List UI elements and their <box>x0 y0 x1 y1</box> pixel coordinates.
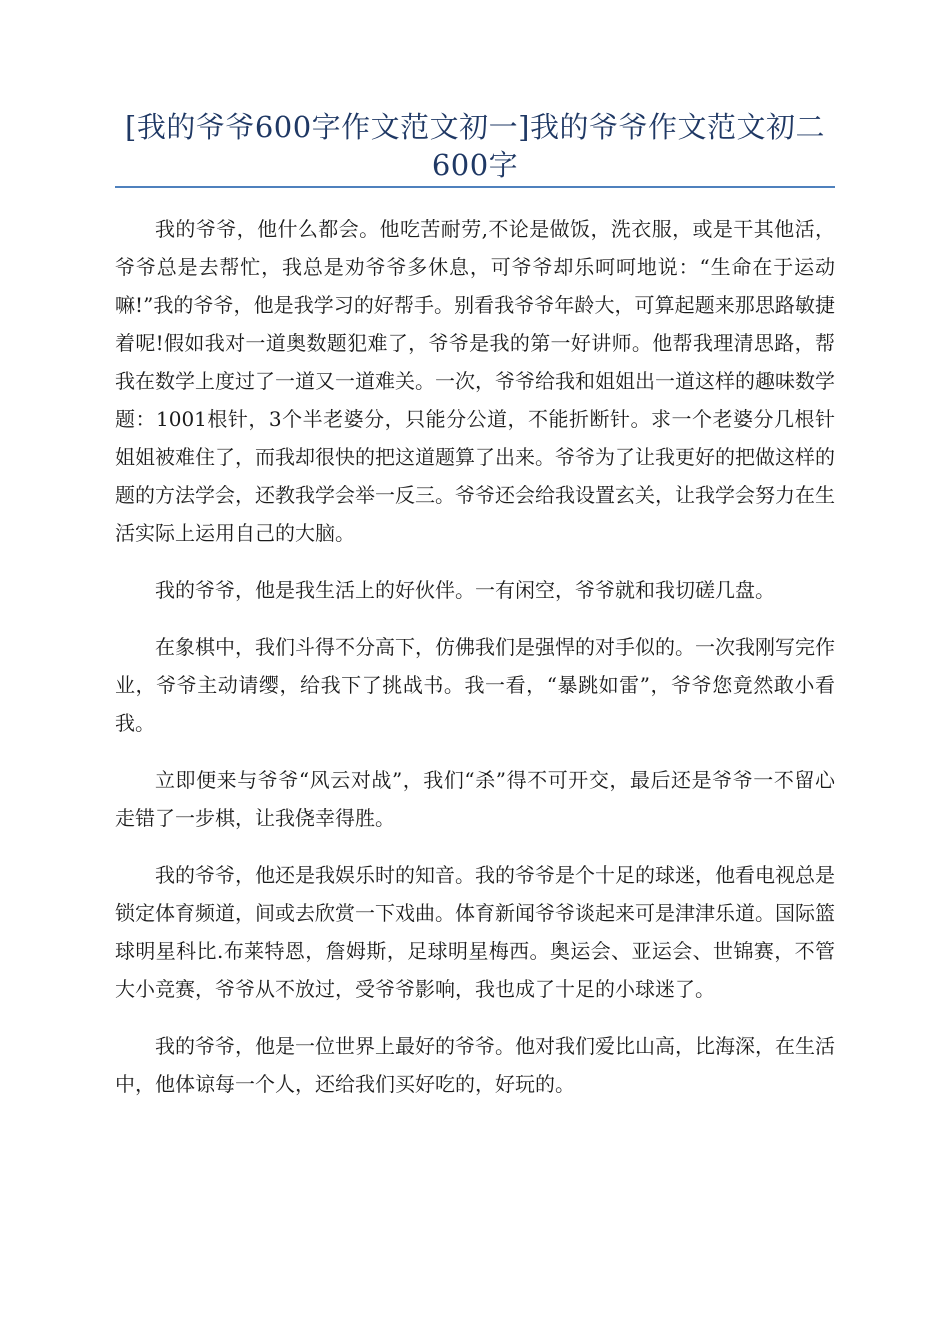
title-underline <box>115 186 835 188</box>
paragraph-2: 我的爷爷，他是我生活上的好伙伴。一有闲空，爷爷就和我切磋几盘。 <box>155 578 775 602</box>
paragraph-3: 在象棋中，我们斗得不分高下，仿佛我们是强悍的对手似的。一次我刚写完作业，爷爷主动请缨，给我下了挑战书。我一看，“暴跳如雷”，爷爷您竟然敢小看我。 <box>115 635 835 735</box>
paragraph-5: 我的爷爷，他还是我娱乐时的知音。我的爷爷是个十足的球迷，他看电视总是锁定体育频道，间或去欣赏一下戏曲。体育新闻爷爷谈起来可是津津乐道。国际篮球明星科比.布莱特恩，詹姆斯，足球明星梅西。奥运会、亚运会、世锦赛，不管大小竞赛，爷爷从不放过，受爷爷影响，我也成了十足的小球迷了。 <box>115 863 835 1001</box>
title-block <box>115 108 835 184</box>
document-title: [我的爷爷600字作文范文初一]我的爷爷作文范文初二600字 <box>125 110 825 182</box>
document-body <box>115 210 835 1122</box>
paragraph-4: 立即便来与爷爷“风云对战”，我们“杀”得不可开交，最后还是爷爷一不留心走错了一步棋，让我侥幸得胜。 <box>115 768 835 830</box>
paragraph-1: 我的爷爷，他什么都会。他吃苦耐劳,不论是做饭，洗衣服，或是干其他活，爷爷总是去帮忙，我总是劝爷爷多休息，可爷爷却乐呵呵地说：“生命在于运动嘛!”我的爷爷，他是我学习的好帮手。别看我爷爷年龄大，可算起题来那思路敏捷着呢!假如我对一道奥数题犯难了，爷爷是我的第一好讲师。他帮我理清思路，帮我在数学上度过了一道又一道难关。一次，爷爷给我和姐姐出一道这样的趣味数学题：1001根针，3个半老婆分，只能分公道，不能折断针。求一个老婆分几根针姐姐被难住了，而我却很快的把这道题算了出来。爷爷为了让我更好的把做这样的题的方法学会，还教我学会举一反三。爷爷还会给我设置玄关，让我学会努力在生活实际上运用自己的大脑。 <box>115 217 835 545</box>
paragraph-6: 我的爷爷，他是一位世界上最好的爷爷。他对我们爱比山高，比海深，在生活中，他体谅每一个人，还给我们买好吃的，好玩的。 <box>115 1034 835 1096</box>
